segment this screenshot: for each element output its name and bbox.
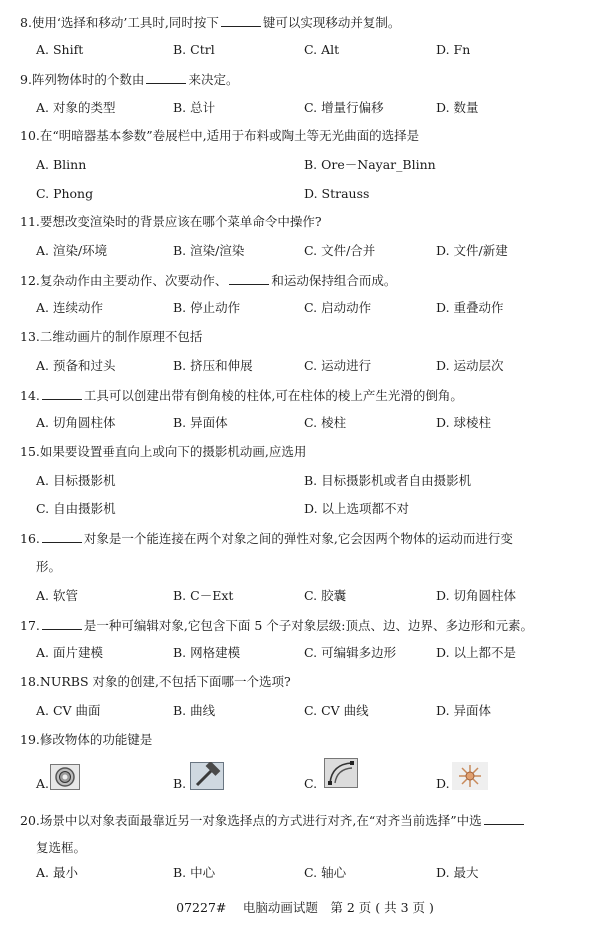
answer-blank [42,530,82,543]
q8-option-a: A. Shift [36,42,84,57]
q13-option-b: B. 挤压和伸展 [173,358,253,373]
q20-option-c: C. 轴心 [304,865,347,880]
q19-option-c-label: C. [304,776,318,791]
q9-option-c: C. 增量行偏移 [304,100,384,115]
question-12: 12.复杂动作由主要动作、次要动作、 和运动保持组合而成。 [20,273,397,288]
q13-option-c: C. 运动进行 [304,358,372,373]
question-17: 17. 是一种可编辑对象,它包含下面 5 个子对象层级:顶点、边、边界、多边形和元素。 [20,618,533,633]
q9-option-d: D. 数量 [436,100,479,115]
question-10: 10.在“明暗器基本参数”卷展栏中,适用于布料或陶土等无光曲面的选择是 [20,128,420,143]
question-19: 19.修改物体的功能键是 [20,732,153,747]
question-11: 11.要想改变渲染时的背景应该在哪个菜单命令中操作? [20,214,322,229]
q14-option-d: D. 球棱柱 [436,415,492,430]
question-9: 9.阵列物体时的个数由 来决定。 [20,72,239,87]
q11-option-d: D. 文件/新建 [436,243,508,258]
q15-option-d: D. 以上选项都不对 [304,501,410,516]
q18-option-b: B. 曲线 [173,703,216,718]
page-footer: 07227# 电脑动画试题 第 2 页 ( 共 3 页 ) [176,900,434,915]
q9-option-b: B. 总计 [173,100,216,115]
q16-option-b: B. C－Ext [173,588,234,603]
q18-option-a: A. CV 曲面 [36,703,101,718]
modify-panel-icon [50,764,80,794]
q17-option-a: A. 面片建模 [36,645,103,660]
curve-arc-icon [324,758,358,792]
q15-option-c: C. 自由摄影机 [36,501,116,516]
answer-blank [42,617,82,630]
q8-option-b: B. Ctrl [173,42,215,57]
question-18: 18.NURBS 对象的创建,不包括下面哪一个选项? [20,674,291,689]
q14-option-c: C. 棱柱 [304,415,347,430]
answer-blank [229,272,269,285]
q18-option-d: D. 异面体 [436,703,492,718]
q20-option-b: B. 中心 [173,865,216,880]
q16-option-c: C. 胶囊 [304,588,347,603]
q16-option-d: D. 切角圆柱体 [436,588,517,603]
sunburst-icon [452,762,488,794]
q10-option-c: C. Phong [36,186,94,201]
q10-option-b: B. Ore－Nayar_Blinn [304,157,436,172]
question-15: 15.如果要设置垂直向上或向下的摄影机动画,应选用 [20,444,307,459]
q10-option-d: D. Strauss [304,186,370,201]
q11-option-b: B. 渲染/渲染 [173,243,245,258]
q9-option-a: A. 对象的类型 [36,100,116,115]
q12-option-a: A. 连续动作 [36,300,103,315]
answer-blank [146,71,186,84]
question-13: 13.二维动画片的制作原理不包括 [20,329,203,344]
q10-option-a: A. Blinn [36,157,87,172]
question-16: 16. 对象是一个能连接在两个对象之间的弹性对象,它会因两个物体的运动而进行变 [20,531,513,546]
q15-option-b: B. 目标摄影机或者自由摄影机 [304,473,472,488]
q11-option-c: C. 文件/合并 [304,243,376,258]
q12-option-c: C. 启动动作 [304,300,372,315]
answer-blank [221,14,261,27]
q12-option-b: B. 停止动作 [173,300,241,315]
q20-option-d: D. 最大 [436,865,479,880]
q17-option-c: C. 可编辑多边形 [304,645,397,660]
q13-option-d: D. 运动层次 [436,358,504,373]
q19-option-b-label: B. [173,776,187,791]
q13-option-a: A. 预备和过头 [36,358,116,373]
q16-option-a: A. 软管 [36,588,78,603]
q20-option-a: A. 最小 [36,865,78,880]
question-14: 14. 工具可以创建出带有倒角棱的柱体,可在柱体的棱上产生光滑的倒角。 [20,388,463,403]
question-8: 8.使用‘选择和移动’工具时,同时按下 键可以实现移动并复制。 [20,15,401,30]
q8-option-c: C. Alt [304,42,340,57]
answer-blank [484,812,524,825]
q17-option-d: D. 以上都不是 [436,645,517,660]
q8-option-d: D. Fn [436,42,471,57]
question-16-continuation: 形。 [36,559,62,574]
q18-option-c: C. CV 曲线 [304,703,369,718]
q12-option-d: D. 重叠动作 [436,300,504,315]
q14-option-b: B. 异面体 [173,415,228,430]
answer-blank [42,387,82,400]
question-20: 20.场景中以对象表面最靠近另一对象选择点的方式进行对齐,在“对齐当前选择”中选 [20,812,526,829]
q19-option-a-label: A. [36,776,50,791]
q17-option-b: B. 网格建模 [173,645,241,660]
q14-option-a: A. 切角圆柱体 [36,415,116,430]
q11-option-a: A. 渲染/环境 [36,243,108,258]
q15-option-a: A. 目标摄影机 [36,473,116,488]
q19-option-d-label: D. [436,776,450,791]
question-20-continuation: 复选框。 [36,840,87,855]
hammer-icon [190,762,224,794]
